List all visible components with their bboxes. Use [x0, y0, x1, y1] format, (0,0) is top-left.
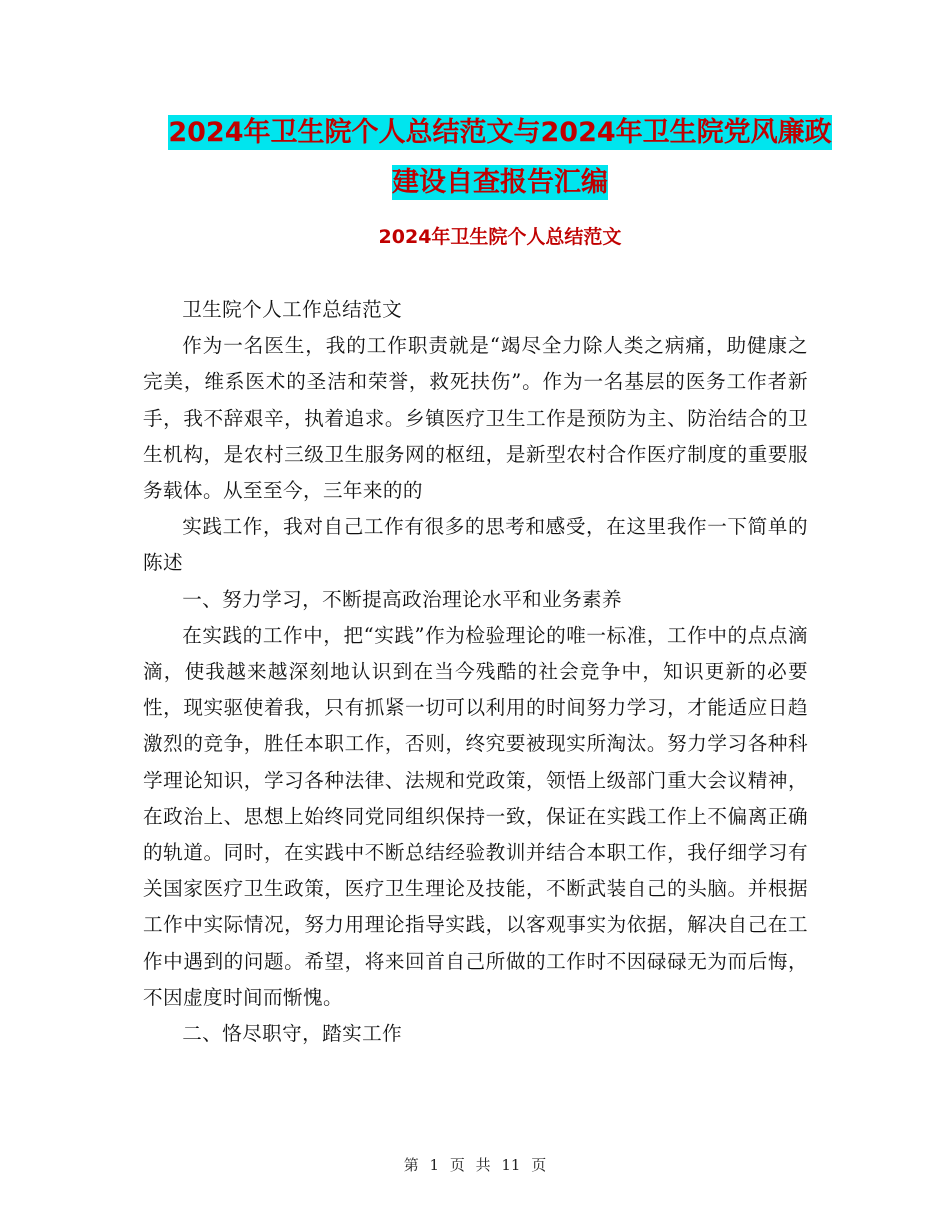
body-paragraph: 实践工作，我对自己工作有很多的思考和感受，在这里我作一下简单的陈述	[143, 515, 808, 575]
body-paragraph: 二、恪尽职守，踏实工作	[182, 1022, 403, 1046]
body-paragraph: 卫生院个人工作总结范文	[182, 298, 403, 321]
body-paragraph: 在实践的工作中，把“实践”作为检验理论的唯一标准，工作中的点点滴滴，使我越来越深刻地认识到在当今残酷的社会竞争中，知识更新的必要性，现实驱使着我，只有抓紧一切可以利用的时间努力学习，才能适应日趋激烈的竞争，胜任本职工作，否则，终究要被现实所淘汰。努力学习各种科学理论知识，学习各种法律、法规和党政策，领悟上级部门重大会议精神，在政治上、思想上始终同党同组织保持一致，保证在实践工作上不偏离正确的轨道。同时，在实践中不断总结经验教训并结合本职工作，我仔细学习有关国家医疗卫生政策，医疗卫生理论及技能，不断武装自己的头脑。并根据工作中实际情况，努力用理论指导实践，以客观事实为依据，解决自己在工作中遇到的问题。希望，将来回首自己所做的工作时不因碌碌无为而后悔，不因虚度时间而惭愧。	[143, 623, 808, 1009]
page-footer: 第 1 页 共 11 页	[403, 1156, 547, 1174]
body-paragraph: 一、努力学习，不断提高政治理论水平和业务素养	[182, 587, 623, 611]
section-title: 2024年卫生院个人总结范文	[378, 226, 622, 248]
document-body	[143, 292, 808, 1052]
document-title-line-2: 建设自查报告汇编	[392, 167, 608, 198]
document-title-line-1: 2024年卫生院个人总结范文与2024年卫生院党风廉政	[168, 117, 832, 148]
document-title	[140, 108, 860, 208]
body-paragraph: 作为一名医生，我的工作职责就是“竭尽全力除人类之病痛，助健康之完美，维系医术的圣洁和荣誉，救死扶伤”。作为一名基层的医务工作者新手，我不辞艰辛，执着追求。乡镇医疗卫生工作是预防为主、防治结合的卫生机构，是农村三级卫生服务网的枢纽，是新型农村合作医疗制度的重要服务载体。从至至今，三年来的的	[143, 334, 808, 503]
